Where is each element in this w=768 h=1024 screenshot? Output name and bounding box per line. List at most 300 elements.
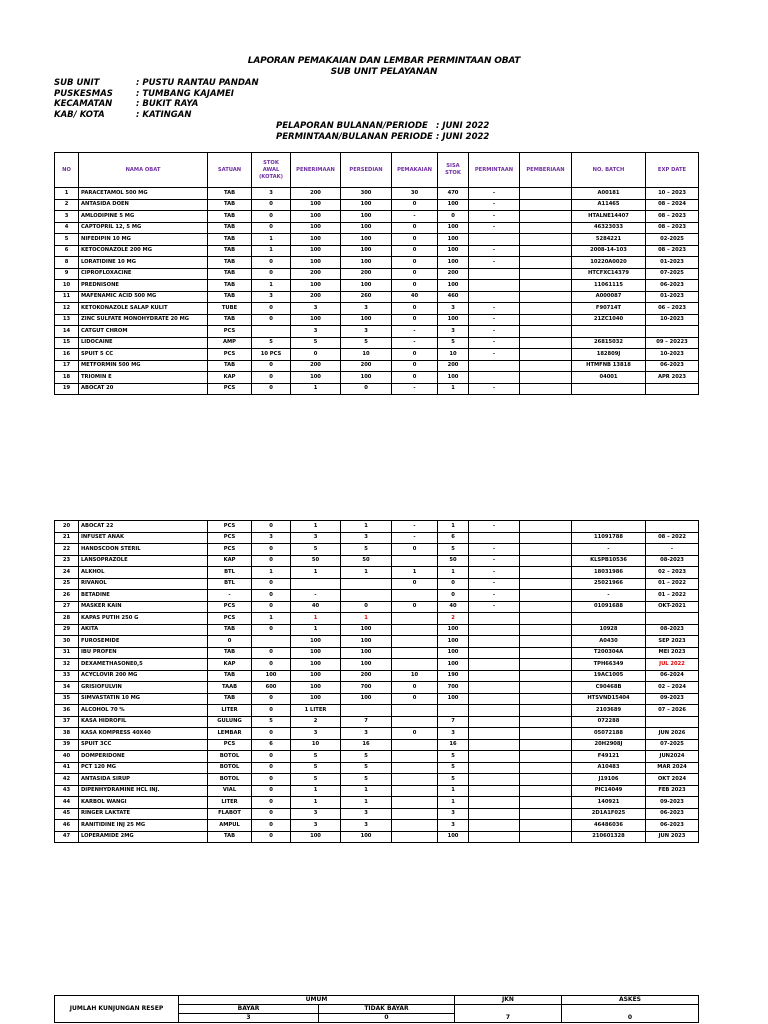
- table-cell: 3: [438, 808, 469, 820]
- table-cell: 11091788: [572, 532, 646, 544]
- table-cell: 40: [55, 751, 79, 763]
- table-cell: 25: [55, 578, 79, 590]
- table-cell: [520, 199, 572, 211]
- table-cell: 100: [438, 280, 469, 292]
- table-cell: 200: [341, 268, 392, 280]
- table-cell: SPUIT 5 CC: [79, 349, 208, 361]
- table-cell: NIFEDIPIN 10 MG: [79, 234, 208, 246]
- table-cell: JUL 2022: [646, 659, 699, 671]
- table-row: [55, 590, 699, 602]
- table-cell: 1: [252, 613, 291, 625]
- period-value: : JUNI 2022: [436, 132, 490, 142]
- table-cell: A11465: [572, 199, 646, 211]
- table-cell: 0: [392, 222, 438, 234]
- table-cell: HTCFXC14379: [572, 268, 646, 280]
- table-cell: 3: [341, 532, 392, 544]
- table-cell: 700: [341, 682, 392, 694]
- table-cell: [520, 797, 572, 809]
- table-cell: 11061115: [572, 280, 646, 292]
- table-cell: [392, 831, 438, 843]
- table-cell: 100: [341, 624, 392, 636]
- table-cell: MEI 2023: [646, 647, 699, 659]
- table-cell: [520, 751, 572, 763]
- table-row: [55, 303, 699, 315]
- table-cell: 0: [252, 820, 291, 832]
- table-cell: [469, 728, 520, 740]
- table-cell: KAPAS PUTIH 250 G: [79, 613, 208, 625]
- table-row: [55, 314, 699, 326]
- table-cell: KAP: [208, 372, 252, 384]
- info-value: : PUSTU RANTAU PANDAN: [136, 78, 259, 88]
- table-row: [55, 337, 699, 349]
- table-cell: 100: [291, 234, 341, 246]
- table-cell: RANITIDINE INJ 25 MG: [79, 820, 208, 832]
- table-cell: [520, 211, 572, 223]
- table-cell: [392, 785, 438, 797]
- table-cell: 100: [291, 257, 341, 269]
- table-cell: [469, 636, 520, 648]
- table-cell: SEP 2023: [646, 636, 699, 648]
- table-cell: 100: [291, 659, 341, 671]
- table-cell: 100: [341, 372, 392, 384]
- table-cell: 100: [438, 199, 469, 211]
- table-cell: 0: [252, 808, 291, 820]
- visit-summary-label: JUMLAH KUNJUNGAN RESEP: [55, 996, 179, 1023]
- table-cell: 02-2025: [646, 234, 699, 246]
- table-cell: 100: [291, 636, 341, 648]
- table-cell: TAB: [208, 314, 252, 326]
- table-cell: TAB: [208, 268, 252, 280]
- table-cell: TRIOMIN E: [79, 372, 208, 384]
- table-cell: [469, 234, 520, 246]
- table-cell: 3: [291, 728, 341, 740]
- table-cell: JUN 2023: [646, 831, 699, 843]
- period-label: PERMINTAAN/BULANAN PERIODE: [276, 132, 433, 142]
- table-row: [55, 555, 699, 567]
- table-cell: 0: [252, 211, 291, 223]
- info-label: SUB UNIT: [54, 78, 100, 88]
- table-cell: 40: [291, 601, 341, 613]
- table-cell: ZINC SULFATE MONOHYDRATE 20 MG: [79, 314, 208, 326]
- table-cell: 28: [55, 613, 79, 625]
- table-cell: 10-2023: [646, 349, 699, 361]
- table-cell: 0: [252, 555, 291, 567]
- table-cell: 5: [438, 544, 469, 556]
- table-cell: ACYCLOVIR 200 MG: [79, 670, 208, 682]
- table-cell: 09 – 20223: [646, 337, 699, 349]
- period-line-report: [276, 121, 489, 131]
- medicine-table-page1: [54, 152, 699, 395]
- info-label: KAB/ KOTA: [54, 110, 105, 120]
- table-cell: 0: [252, 383, 291, 395]
- table-cell: 21: [55, 532, 79, 544]
- table-cell: 700: [438, 682, 469, 694]
- table-cell: -: [469, 578, 520, 590]
- table-cell: [520, 762, 572, 774]
- table-cell: [252, 636, 291, 648]
- table-cell: 19: [55, 383, 79, 395]
- table-cell: KASA KOMPRESS 40X40: [79, 728, 208, 740]
- table-cell: GRISIOFULVIN: [79, 682, 208, 694]
- table-cell: 200: [438, 360, 469, 372]
- table-cell: 21ZC1040: [572, 314, 646, 326]
- table-row: [55, 705, 699, 717]
- table-cell: 470: [438, 188, 469, 200]
- table-cell: [646, 716, 699, 728]
- column-header: PERSEDIAN: [341, 153, 392, 188]
- table-cell: -: [392, 521, 438, 533]
- table-cell: 0: [252, 590, 291, 602]
- table-cell: -: [469, 601, 520, 613]
- table-cell: BTL: [208, 567, 252, 579]
- table-cell: 09-2023: [646, 797, 699, 809]
- table-cell: 100: [341, 234, 392, 246]
- table-cell: -: [392, 383, 438, 395]
- table-row: [55, 234, 699, 246]
- table-cell: PARACETAMOL 500 MG: [79, 188, 208, 200]
- table-cell: [341, 578, 392, 590]
- info-line-subunit: [54, 78, 259, 88]
- table-cell: [520, 636, 572, 648]
- table-cell: HANDSCOON STERIL: [79, 544, 208, 556]
- table-cell: LANSOPRAZOLE: [79, 555, 208, 567]
- column-header: SISA STOK: [438, 153, 469, 188]
- table-cell: 100: [341, 280, 392, 292]
- table-cell: [469, 785, 520, 797]
- column-header: PERMINTAAN: [469, 153, 520, 188]
- table-cell: [469, 291, 520, 303]
- table-cell: F90714T: [572, 303, 646, 315]
- table-row: [55, 670, 699, 682]
- table-cell: 10 – 2023: [646, 188, 699, 200]
- table-cell: RINGER LAKTATE: [79, 808, 208, 820]
- table-cell: [520, 383, 572, 395]
- table-cell: PCS: [208, 383, 252, 395]
- table-cell: 10928: [572, 624, 646, 636]
- table-cell: [572, 383, 646, 395]
- table-cell: [646, 326, 699, 338]
- table-cell: [520, 670, 572, 682]
- table-cell: 1: [252, 280, 291, 292]
- table-cell: -: [469, 555, 520, 567]
- table-cell: [392, 555, 438, 567]
- table-cell: 07 – 2026: [646, 705, 699, 717]
- column-header: NAMA OBAT: [79, 153, 208, 188]
- table-cell: 10: [341, 349, 392, 361]
- umum-header: UMUM: [179, 996, 455, 1005]
- report-title: LAPORAN PEMAKAIAN DAN LEMBAR PERMINTAAN OBAT: [247, 56, 521, 66]
- table-cell: TAB: [208, 624, 252, 636]
- table-cell: [392, 797, 438, 809]
- table-cell: 5: [291, 544, 341, 556]
- table-cell: DEXAMETHASONE0,5: [79, 659, 208, 671]
- table-cell: 0: [438, 578, 469, 590]
- table-cell: 06-2023: [646, 280, 699, 292]
- table-cell: BETADINE: [79, 590, 208, 602]
- table-cell: TAB: [208, 188, 252, 200]
- table-cell: [520, 544, 572, 556]
- table-cell: 140921: [572, 797, 646, 809]
- table-cell: [520, 659, 572, 671]
- table-cell: 3: [341, 728, 392, 740]
- table-cell: 100: [291, 222, 341, 234]
- table-row: [55, 739, 699, 751]
- table-cell: 6: [438, 532, 469, 544]
- table-cell: [520, 360, 572, 372]
- table-cell: TAB: [208, 291, 252, 303]
- table-cell: 3: [252, 291, 291, 303]
- table-cell: 5: [252, 337, 291, 349]
- tidak-bayar-header: TIDAK BAYAR: [319, 1005, 455, 1014]
- table-row: [55, 613, 699, 625]
- table-cell: 100: [341, 245, 392, 257]
- table-cell: LITER: [208, 797, 252, 809]
- table-row: [55, 326, 699, 338]
- table-cell: KETOKONAZOLE SALAP KULIT: [79, 303, 208, 315]
- table-cell: [520, 739, 572, 751]
- table-cell: [520, 716, 572, 728]
- table-cell: 5: [252, 716, 291, 728]
- table-row: [55, 636, 699, 648]
- askes-header: ASKES: [562, 996, 699, 1005]
- table-cell: FUROSEMIDE: [79, 636, 208, 648]
- table-row: [55, 785, 699, 797]
- table-cell: 100: [291, 372, 341, 384]
- table-cell: BOTOL: [208, 751, 252, 763]
- column-header: PEMAKAIAN: [392, 153, 438, 188]
- column-header: PENERIMAAN: [291, 153, 341, 188]
- table-cell: 0: [392, 578, 438, 590]
- table-cell: [469, 360, 520, 372]
- table-cell: 2103689: [572, 705, 646, 717]
- table-cell: RIVANOL: [79, 578, 208, 590]
- column-header: EXP DATE: [646, 153, 699, 188]
- table-cell: 072288: [572, 716, 646, 728]
- table-cell: 210601328: [572, 831, 646, 843]
- table-cell: 0: [392, 360, 438, 372]
- table-cell: [520, 532, 572, 544]
- table-cell: AMLODIPINE 5 MG: [79, 211, 208, 223]
- table-cell: 3: [252, 188, 291, 200]
- table-cell: 16: [341, 739, 392, 751]
- table-cell: APR 2023: [646, 372, 699, 384]
- period-line-request: [276, 132, 489, 142]
- table-cell: 100: [438, 647, 469, 659]
- table-cell: TPH66349: [572, 659, 646, 671]
- table-cell: [520, 245, 572, 257]
- table-cell: [392, 820, 438, 832]
- table-cell: 1: [291, 521, 341, 533]
- table-cell: TAB: [208, 199, 252, 211]
- info-value: : BUKIT RAYA: [136, 99, 199, 109]
- table-cell: [520, 578, 572, 590]
- table-cell: 43: [55, 785, 79, 797]
- table-cell: 0: [392, 280, 438, 292]
- table-cell: 35: [55, 693, 79, 705]
- table-cell: 08 – 2023: [646, 245, 699, 257]
- table-row: [55, 383, 699, 395]
- table-cell: 100: [252, 670, 291, 682]
- table-cell: 37: [55, 716, 79, 728]
- table-cell: 25021966: [572, 578, 646, 590]
- table-cell: 0: [252, 785, 291, 797]
- table-cell: 0: [392, 257, 438, 269]
- table-cell: 10220A0020: [572, 257, 646, 269]
- table-cell: 7: [438, 716, 469, 728]
- table-cell: LIDOCAINE: [79, 337, 208, 349]
- table-cell: -: [469, 188, 520, 200]
- table-cell: 1: [341, 613, 392, 625]
- table-cell: 3: [341, 303, 392, 315]
- table-cell: 100: [341, 636, 392, 648]
- table-cell: 0: [252, 314, 291, 326]
- table-cell: MASKER KAIN: [79, 601, 208, 613]
- table-cell: 05072188: [572, 728, 646, 740]
- table-cell: TAB: [208, 211, 252, 223]
- table-cell: PCT 120 MG: [79, 762, 208, 774]
- table-cell: 460: [438, 291, 469, 303]
- table-cell: 200: [291, 268, 341, 280]
- table-cell: [520, 785, 572, 797]
- table-cell: 5: [341, 544, 392, 556]
- info-value: : TUMBANG KAJAMEI: [136, 89, 234, 99]
- table-cell: 5: [438, 774, 469, 786]
- table-cell: [469, 739, 520, 751]
- table-cell: [520, 693, 572, 705]
- table-cell: 0: [438, 590, 469, 602]
- table-cell: 1: [291, 624, 341, 636]
- table-cell: [469, 280, 520, 292]
- table-row: [55, 360, 699, 372]
- table-cell: 1: [438, 797, 469, 809]
- table-cell: 1: [341, 785, 392, 797]
- table-cell: 11: [55, 291, 79, 303]
- table-cell: [469, 716, 520, 728]
- table-cell: INFUSET ANAK: [79, 532, 208, 544]
- table-cell: 0: [392, 728, 438, 740]
- table-cell: 100: [438, 257, 469, 269]
- table-cell: PCS: [208, 521, 252, 533]
- table-cell: -: [469, 337, 520, 349]
- table-cell: 200: [341, 360, 392, 372]
- table-cell: [520, 601, 572, 613]
- table-cell: MAFENAMIC ACID 500 MG: [79, 291, 208, 303]
- table-row: [55, 682, 699, 694]
- table-row: [55, 199, 699, 211]
- table-row: [55, 820, 699, 832]
- table-cell: 0: [341, 383, 392, 395]
- table-cell: 0: [252, 578, 291, 590]
- table-cell: 0: [252, 268, 291, 280]
- table-cell: 16: [438, 739, 469, 751]
- column-header: PEMBERIAAN: [520, 153, 572, 188]
- table-cell: 08 – 2024: [646, 199, 699, 211]
- table-cell: 08 – 2023: [646, 211, 699, 223]
- table-cell: 8: [55, 257, 79, 269]
- table-cell: A00181: [572, 188, 646, 200]
- table-cell: 30: [392, 188, 438, 200]
- table-cell: 100: [291, 211, 341, 223]
- table-cell: CIPROFLOXACINE: [79, 268, 208, 280]
- table-cell: 100: [291, 199, 341, 211]
- table-cell: 0: [438, 211, 469, 223]
- table-cell: IBU PROFEN: [79, 647, 208, 659]
- table-cell: [252, 326, 291, 338]
- table-cell: 41: [55, 762, 79, 774]
- table-cell: DOMPERIDONE: [79, 751, 208, 763]
- table-cell: 9: [55, 268, 79, 280]
- table-row: [55, 624, 699, 636]
- table-cell: 100: [438, 636, 469, 648]
- table-cell: 1: [341, 797, 392, 809]
- table-cell: BTL: [208, 578, 252, 590]
- table-cell: [520, 808, 572, 820]
- table-cell: [520, 567, 572, 579]
- table-cell: 3: [252, 532, 291, 544]
- table-cell: [469, 762, 520, 774]
- table-cell: 40: [438, 601, 469, 613]
- table-cell: 100: [341, 647, 392, 659]
- table-cell: 3: [438, 728, 469, 740]
- table-cell: 100: [438, 222, 469, 234]
- table-cell: 0: [252, 257, 291, 269]
- table-cell: KAP: [208, 555, 252, 567]
- table-cell: 100: [341, 831, 392, 843]
- table-cell: 20: [55, 521, 79, 533]
- table-cell: AMP: [208, 337, 252, 349]
- table-cell: -: [392, 337, 438, 349]
- table-row: [55, 659, 699, 671]
- table-cell: 44: [55, 797, 79, 809]
- table-cell: 0: [252, 360, 291, 372]
- table-cell: PREDNISONE: [79, 280, 208, 292]
- table-cell: 0: [392, 268, 438, 280]
- table-cell: 2D1A1F025: [572, 808, 646, 820]
- period-label: PELAPORAN BULANAN/PERIODE: [276, 121, 428, 131]
- table-cell: [469, 372, 520, 384]
- table-cell: [392, 739, 438, 751]
- table-cell: 5: [341, 762, 392, 774]
- table-cell: 100: [291, 314, 341, 326]
- table-cell: BOTOL: [208, 762, 252, 774]
- table-cell: 23: [55, 555, 79, 567]
- table-cell: [469, 682, 520, 694]
- table-cell: A0430: [572, 636, 646, 648]
- table-cell: 1: [291, 383, 341, 395]
- table-cell: 0: [392, 349, 438, 361]
- table-cell: [469, 659, 520, 671]
- table-cell: [392, 647, 438, 659]
- table-cell: 06-2023: [646, 808, 699, 820]
- table-cell: 1: [341, 567, 392, 579]
- table-cell: 100: [438, 234, 469, 246]
- period-value: : JUNI 2022: [436, 121, 490, 131]
- table-cell: [469, 624, 520, 636]
- table-cell: 5: [438, 751, 469, 763]
- table-cell: TAB: [208, 280, 252, 292]
- table-cell: 06-2023: [646, 360, 699, 372]
- table-cell: DIPENHYDRAMINE HCL INJ.: [79, 785, 208, 797]
- table-cell: 2008-14-103: [572, 245, 646, 257]
- info-line-kabkota: [54, 110, 191, 120]
- table-cell: 100: [291, 693, 341, 705]
- table-cell: 1: [55, 188, 79, 200]
- table-cell: 100: [291, 245, 341, 257]
- table-cell: [469, 532, 520, 544]
- table-cell: [341, 705, 392, 717]
- table-cell: 100: [291, 670, 341, 682]
- jkn-header: JKN: [455, 996, 562, 1005]
